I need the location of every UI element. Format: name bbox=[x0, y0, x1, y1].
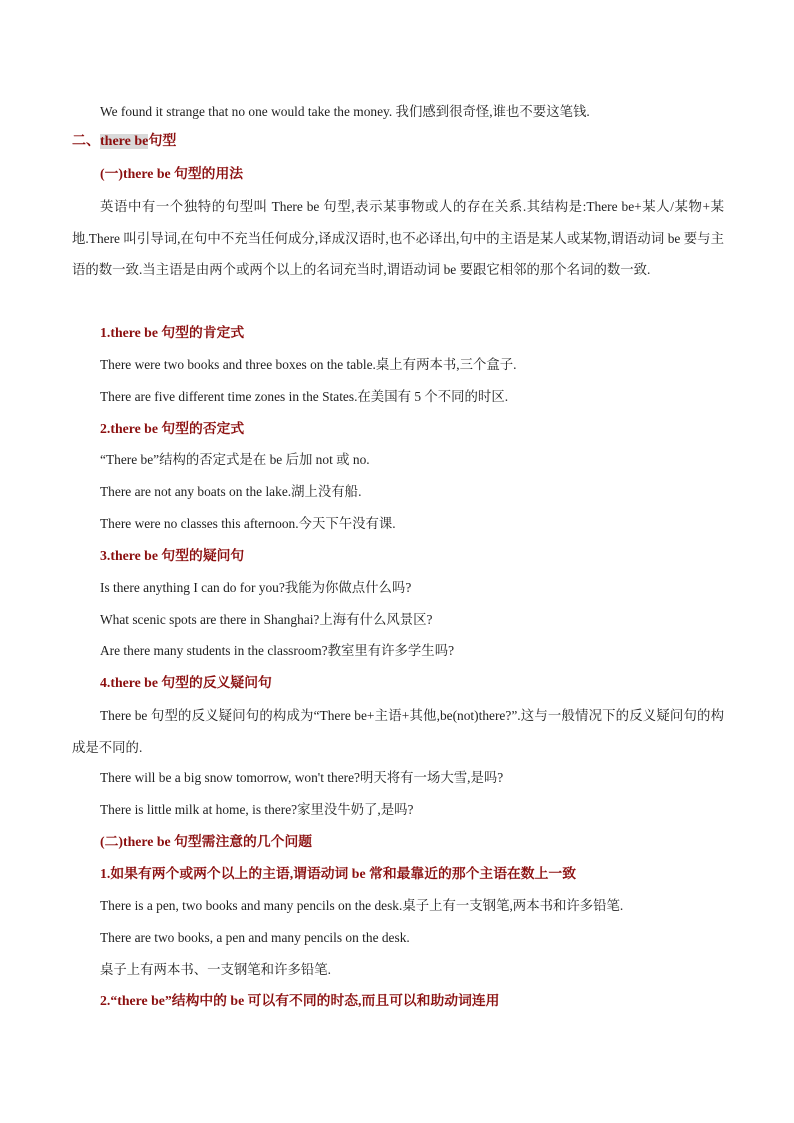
example-sentence: Are there many students in the classroom?教室里有许多学生吗? bbox=[100, 643, 455, 658]
subsection-heading-usage: (一)there be 句型的用法 bbox=[100, 166, 244, 181]
example-sentence: There is a pen, two books and many pencils on the desk.桌子上有一支钢笔,两本书和许多铅笔. bbox=[100, 898, 624, 913]
paragraph-there-be-intro: 英语中有一个独特的句型叫 There be 句型,表示某事物或人的存在关系.其结构是:There be+某人/某物+某地.There 叫引导词,在句中不充当任何成分,译成汉语时,也不必译出,句中的主语是某人或某物,谓语动词 be 要与主语的数一致.当主语是由两个或两个以上的名词充当时,谓语动词 be 要跟它相邻的那个名词的数一致. bbox=[72, 199, 724, 277]
heading-affirmative: 1.there be 句型的肯定式 bbox=[100, 325, 245, 340]
explanation-line: “There be”结构的否定式是在 be 后加 not 或 no. bbox=[100, 452, 370, 467]
example-sentence: There is little milk at home, is there?家里没牛奶了,是吗? bbox=[100, 802, 414, 817]
example-sentence: What scenic spots are there in Shanghai?上海有什么风景区? bbox=[100, 612, 433, 627]
example-sentence: There are not any boats on the lake.湖上没有船. bbox=[100, 484, 362, 499]
heading-tag-question: 4.there be 句型的反义疑问句 bbox=[100, 675, 272, 690]
highlighted-phrase: there be bbox=[100, 134, 149, 149]
example-sentence: There will be a big snow tomorrow, won't there?明天将有一场大雪,是吗? bbox=[100, 770, 504, 785]
subsection-heading-notes: (二)there be 句型需注意的几个问题 bbox=[100, 834, 313, 849]
section-number: 二、 bbox=[72, 134, 100, 149]
heading-note-2: 2.“there be”结构中的 be 可以有不同的时态,而且可以和助动词连用 bbox=[100, 993, 500, 1008]
heading-negative: 2.there be 句型的否定式 bbox=[100, 421, 245, 436]
example-sentence: There are five different time zones in the States.在美国有 5 个不同的时区. bbox=[100, 389, 509, 404]
section-heading-there-be bbox=[72, 133, 176, 151]
paragraph-tag-question: There be 句型的反义疑问句的构成为“There be+主语+其他,be(not)there?”.这与一般情况下的反义疑问句的构成是不同的. bbox=[72, 708, 724, 755]
section-suffix: 句型 bbox=[148, 134, 177, 149]
example-sentence: We found it strange that no one would take the money. 我们感到很奇怪,谁也不要这笔钱. bbox=[100, 104, 590, 119]
example-sentence: There were no classes this afternoon.今天下午没有课. bbox=[100, 516, 396, 531]
example-sentence: There were two books and three boxes on the table.桌上有两本书,三个盒子. bbox=[100, 357, 517, 372]
example-sentence: There are two books, a pen and many pencils on the desk. bbox=[100, 930, 410, 945]
translation-line: 桌子上有两本书、一支钢笔和许多铅笔. bbox=[100, 962, 331, 977]
heading-note-1: 1.如果有两个或两个以上的主语,谓语动词 be 常和最靠近的那个主语在数上一致 bbox=[100, 866, 576, 881]
heading-question: 3.there be 句型的疑问句 bbox=[100, 548, 245, 563]
example-sentence: Is there anything I can do for you?我能为你做点什么吗? bbox=[100, 580, 412, 595]
